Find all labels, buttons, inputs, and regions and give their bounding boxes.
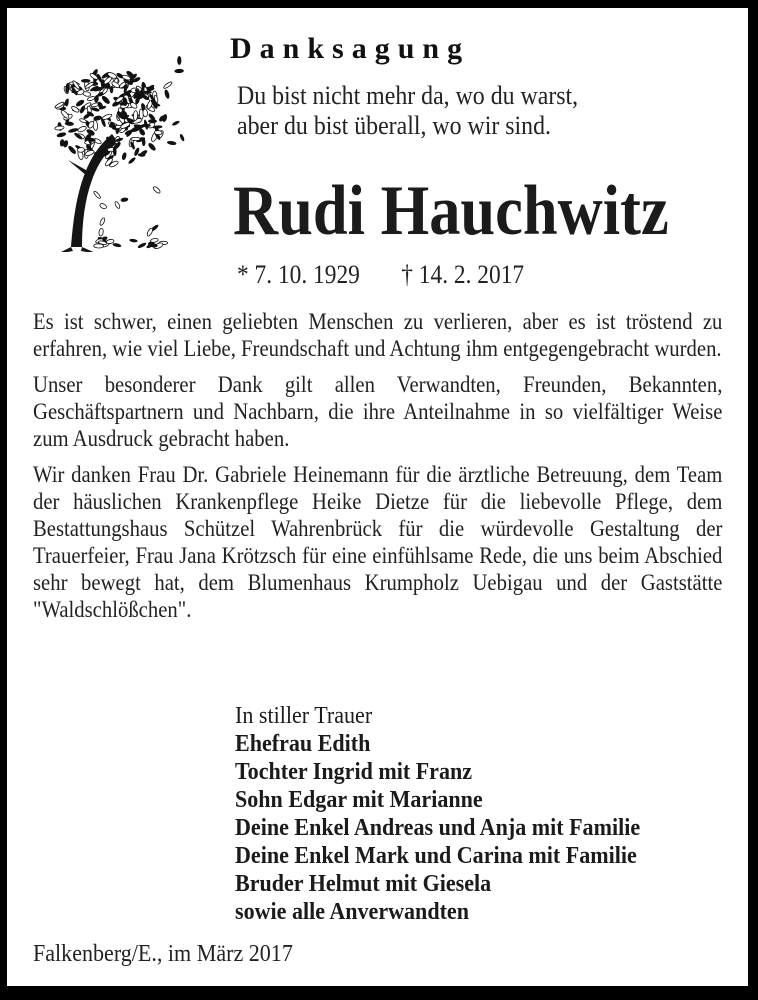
paragraph-thanks-general: Unser besonderer Dank gilt allen Verwandten, Freunden, Bekannten, Geschäftspartnern und Nachbarn, die ihre Anteilnahme in so vielfältiger Weise zum Ausdruck gebracht haben.	[33, 372, 723, 451]
mourner-grandchildren-1: Deine Enkel Andreas und Anja mit Familie	[235, 814, 641, 841]
epitaph-quote	[237, 80, 578, 140]
notice-type-heading: Danksagung	[230, 32, 471, 65]
place-date: Falkenberg/E., im März 2017	[33, 940, 293, 967]
mourner-daughter: Tochter Ingrid mit Franz	[235, 758, 473, 785]
mourner-son: Sohn Edgar mit Marianne	[235, 786, 483, 813]
tree-branch	[68, 160, 87, 176]
birth-date: * 7. 10. 1929	[237, 260, 360, 289]
epitaph-line-2: aber du bist überall, wo wir sind.	[237, 110, 551, 140]
autumn-tree-illustration	[28, 52, 188, 252]
mourners-block	[235, 702, 640, 926]
mourner-grandchildren-2: Deine Enkel Mark und Carina mit Familie	[235, 842, 637, 869]
acknowledgement-text	[33, 308, 722, 632]
death-date: † 14. 2. 2017	[401, 260, 525, 289]
mourner-brother: Bruder Helmut mit Giesela	[235, 870, 492, 897]
paragraph-thanks-specific: Wir danken Frau Dr. Gabriele Heinemann für die ärztliche Betreuung, dem Team der häuslichen Krankenpflege Heike Dietze für die liebevolle Pflege, dem Bestattungshaus Schützel Wahrenbrück für die würdevolle Gestaltung der Trauerfeier, Frau Jana Krötzsch für eine einfühlsame Rede, die uns beim Abschied sehr bewegt hat, dem Blumenhaus Krumpholz Uebigau und der Gaststätte "Waldschlößchen".	[33, 462, 723, 622]
life-dates	[237, 260, 524, 290]
tree-root	[57, 247, 73, 252]
deceased-name: Rudi Hauchwitz	[233, 172, 669, 250]
mourner-relatives: sowie alle Anverwandten	[235, 898, 469, 925]
mourner-wife: Ehefrau Edith	[235, 730, 371, 757]
epitaph-line-1: Du bist nicht mehr da, wo du warst,	[237, 80, 579, 110]
paragraph-grief: Es ist schwer, einen geliebten Menschen zu verlieren, aber es ist tröstend zu erfahren, wie viel Liebe, Freundschaft und Achtung ihm entgegengebracht wurden.	[33, 309, 723, 361]
obituary-card	[7, 8, 748, 986]
mourners-intro: In stiller Trauer	[235, 702, 373, 729]
